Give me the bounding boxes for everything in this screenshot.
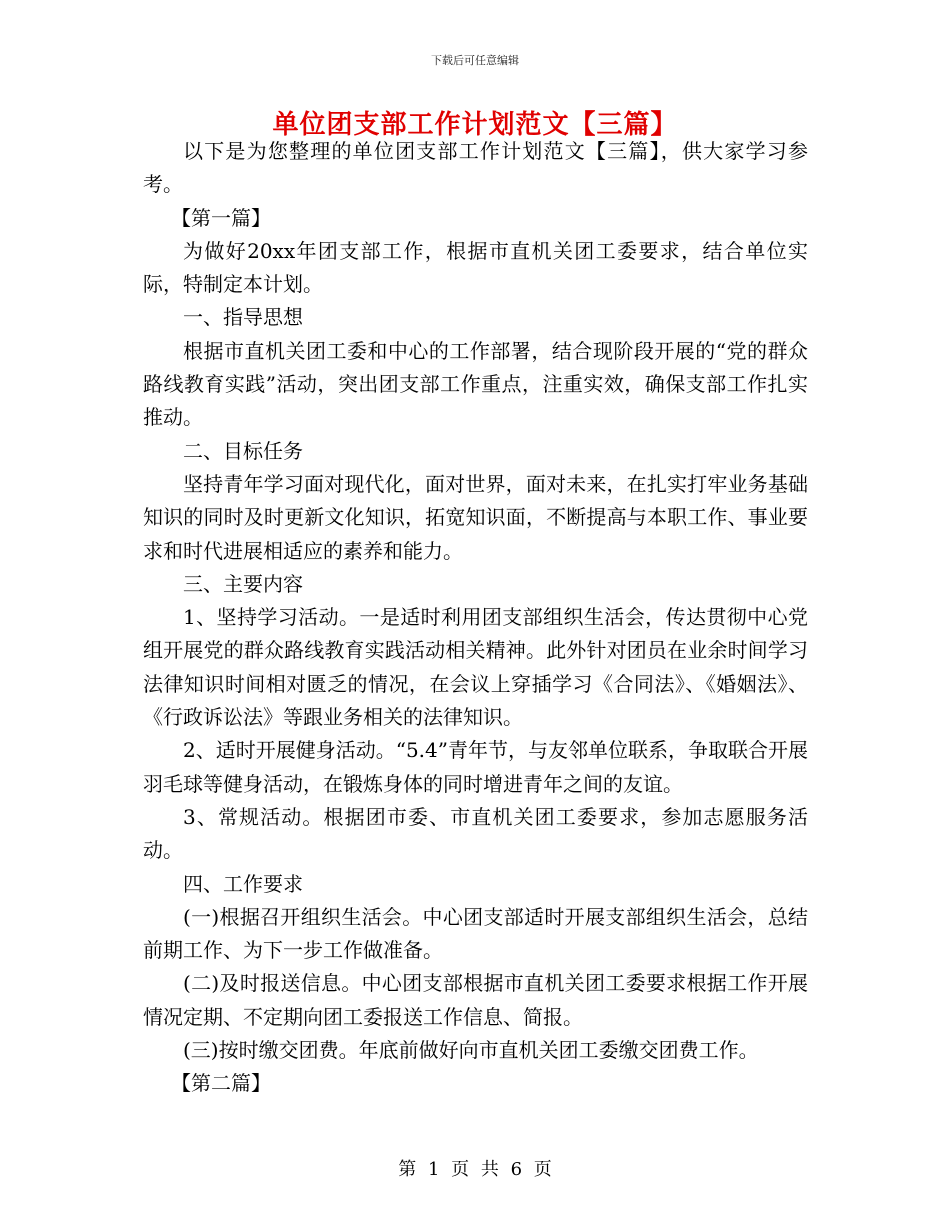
document-body	[143, 135, 808, 1101]
paragraph: (一)根据召开组织生活会。中心团支部适时开展支部组织生活会，总结前期工作、为下一步工作做准备。	[143, 904, 808, 963]
paragraph: 2、适时开展健身活动。“5.4”青年节，与友邻单位联系，争取联合开展羽毛球等健身活动，在锻炼身体的同时增进青年之间的友谊。	[143, 738, 808, 796]
paragraph: 根据市直机关团工委和中心的工作部署，结合现阶段开展的“党的群众路线教育实践”活动，突出团支部工作重点，注重实效，确保支部工作扎实推动。	[143, 338, 808, 430]
paragraph: 1、坚持学习活动。一是适时利用团支部组织生活会，传达贯彻中心党组开展党的群众路线教育实践活动相关精神。此外针对团员在业余时间学习法律知识时间相对匮乏的情况，在会议上穿插学习《合同法》、《婚姻法》、《行政诉讼法》等跟业务相关的法律知识。	[143, 605, 808, 730]
paragraph: 坚持青年学习面对现代化，面对世界，面对未来，在扎实打牢业务基础知识的同时及时更新文化知识，拓宽知识面，不断提高与本职工作、事业要求和时代进展相适应的素养和能力。	[143, 471, 808, 563]
paragraph: 为做好20xx年团支部工作，根据市直机关团工委要求，结合单位实际，特制定本计划。	[143, 238, 808, 297]
section-heading: 一、指导思想	[183, 305, 303, 330]
header-note: 下载后可任意编辑	[431, 54, 519, 67]
section-heading: 二、目标任务	[183, 438, 303, 463]
paragraph: 3、常规活动。根据团市委、市直机关团工委要求，参加志愿服务活动。	[143, 804, 808, 863]
section-heading: 四、工作要求	[183, 871, 303, 896]
section-heading: 三、主要内容	[183, 571, 303, 596]
section-heading-part-two: 【第二篇】	[171, 1071, 271, 1096]
intro-paragraph: 以下是为您整理的单位团支部工作计划范文【三篇】，供大家学习参考。	[143, 139, 808, 197]
paragraph: (三)按时缴交团费。年底前做好向市直机关团工委缴交团费工作。	[183, 1038, 759, 1063]
paragraph: (二)及时报送信息。中心团支部根据市直机关团工委要求根据工作开展情况定期、不定期向团工委报送工作信息、简报。	[143, 971, 808, 1029]
page-footer: 第 1 页 共 6 页	[398, 1159, 552, 1180]
section-heading-part-one: 【第一篇】	[171, 205, 271, 230]
document-title: 单位团支部工作计划范文【三篇】	[272, 110, 678, 140]
